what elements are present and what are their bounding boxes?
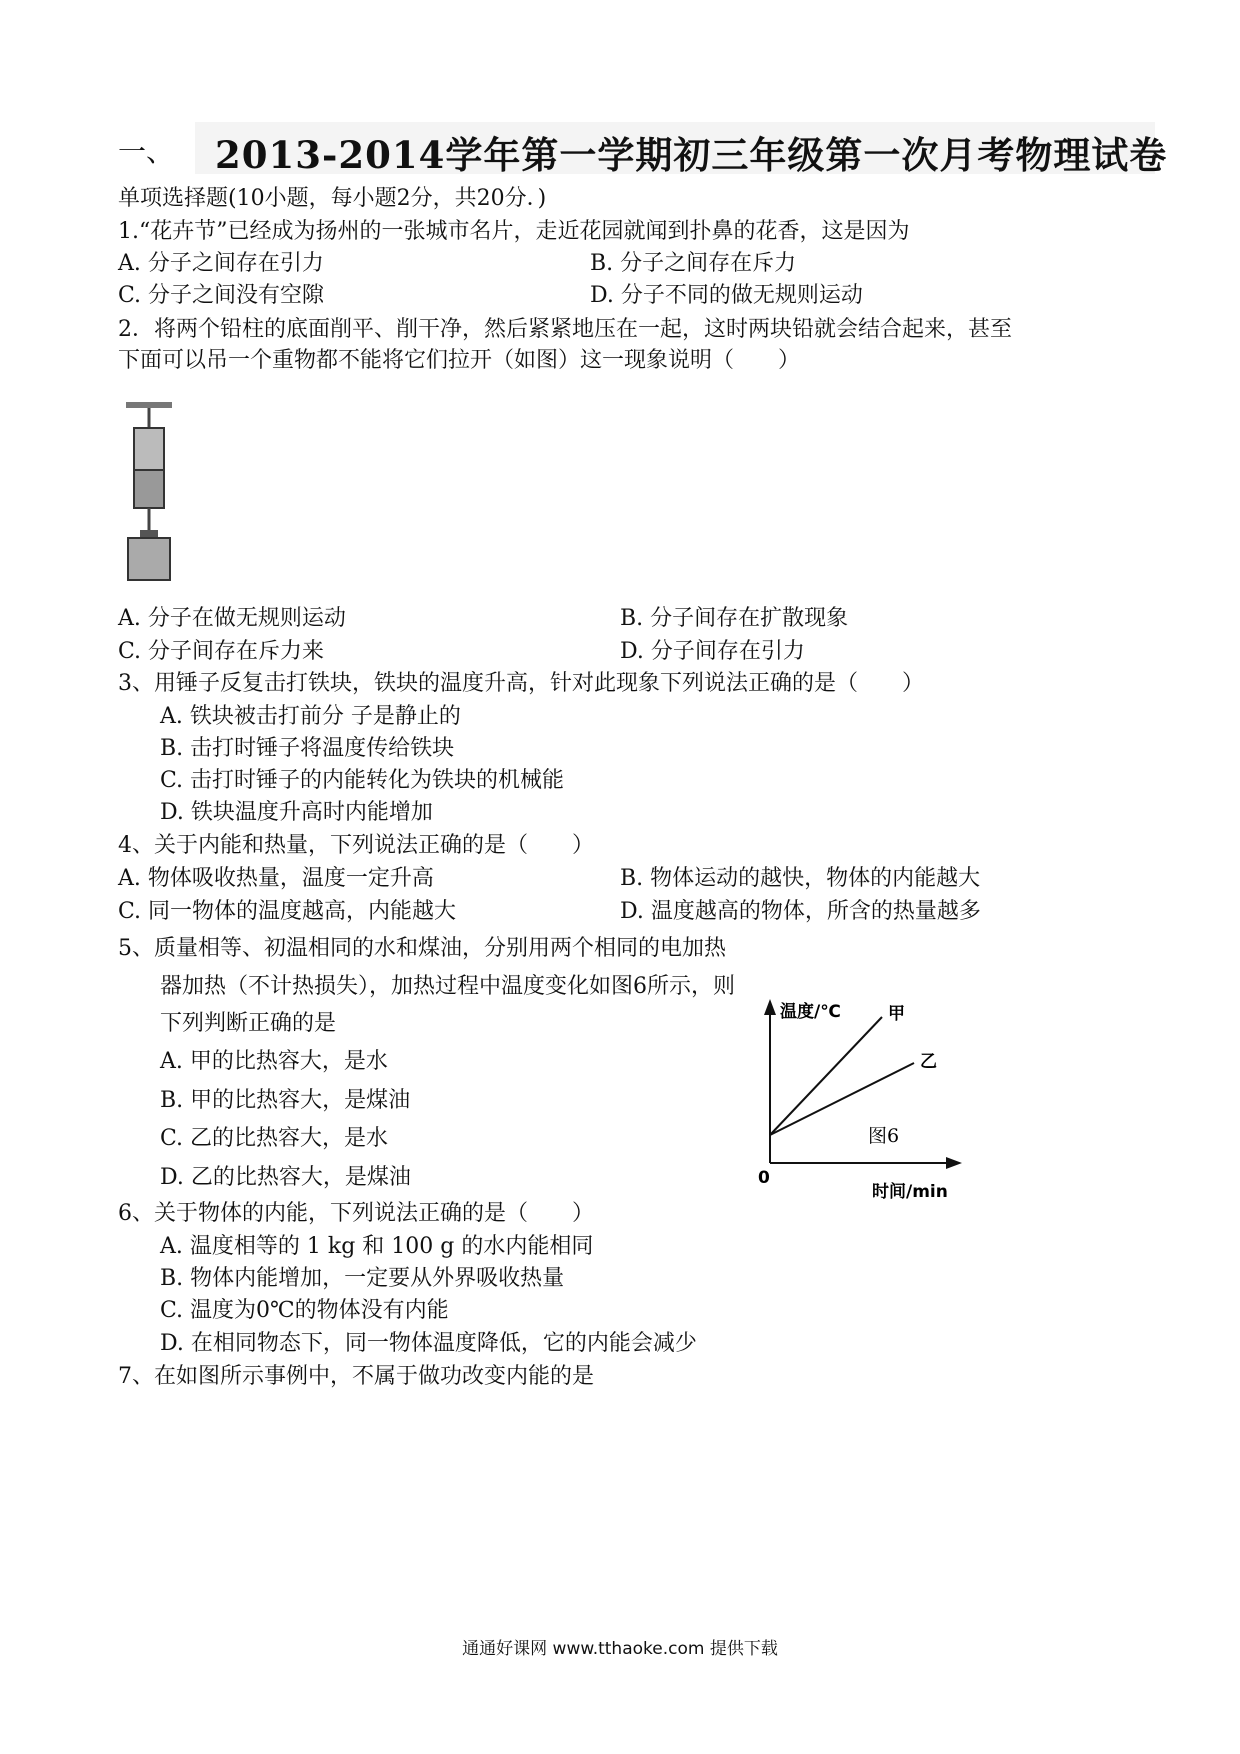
q3-option-b: B. 击打时锤子将温度传给铁块 (160, 736, 455, 761)
q5-stem-line2: 器加热（不计热损失），加热过程中温度变化如图6所示，则 (160, 974, 735, 999)
q1-stem: 1.“花卉节”已经成为扬州的一张城市名片，走近花园就闻到扑鼻的花香，这是因为 (118, 219, 910, 244)
q4-option-a: A. 物体吸收热量，温度一定升高 (118, 866, 434, 891)
series-label-yi: 乙 (920, 1052, 937, 1072)
q4-option-b: B. 物体运动的越快，物体的内能越大 (620, 866, 981, 891)
q3-option-c: C. 击打时锤子的内能转化为铁块的机械能 (160, 768, 565, 793)
q2-option-c: C. 分子间存在斥力来 (118, 639, 325, 664)
q3-option-a: A. 铁块被击打前分 子是静止的 (160, 704, 461, 729)
q2-option-d: D. 分子间存在引力 (620, 639, 805, 664)
q2-stem-line1: 2．将两个铅柱的底面削平、削干净，然后紧紧地压在一起，这时两块铅就会结合起来，甚至 (118, 317, 1013, 342)
q2-stem-line2: 下面可以吊一个重物都不能将它们拉开（如图）这一现象说明（ ） (118, 348, 801, 373)
q3-option-d: D. 铁块温度升高时内能增加 (160, 800, 433, 825)
section-number: 一、 (118, 135, 175, 168)
q2-option-b: B. 分子间存在扩散现象 (620, 606, 849, 631)
y-axis-label: 温度/℃ (780, 1002, 841, 1022)
page-footer: 通通好课网 www.tthaoke.com 提供下载 (462, 1639, 778, 1659)
origin-label: 0 (758, 1168, 770, 1188)
series-label-jia: 甲 (888, 1004, 905, 1024)
section-heading: 单项选择题(10小题，每小题2分，共20分．) (118, 186, 547, 211)
series-line-jia (770, 1017, 882, 1135)
q6-stem: 6、关于物体的内能，下列说法正确的是（ ） (118, 1201, 594, 1226)
q2-option-a: A. 分子在做无规则运动 (118, 606, 346, 631)
x-axis-arrow (946, 1157, 962, 1169)
lead-cylinder-figure (118, 400, 188, 585)
q3-stem: 3、用锤子反复击打铁块，铁块的温度升高，针对此现象下列说法正确的是（ ） (118, 671, 924, 696)
q1-option-c: C. 分子之间没有空隙 (118, 283, 325, 308)
page-title: 2013-2014学年第一学期初三年级第一次月考物理试卷 (215, 133, 1168, 177)
q6-option-c: C. 温度为0℃的物体没有内能 (160, 1298, 449, 1323)
q6-option-b: B. 物体内能增加，一定要从外界吸收热量 (160, 1266, 565, 1291)
y-axis-arrow (764, 999, 776, 1015)
q5-stem-line3: 下列判断正确的是 (160, 1011, 337, 1036)
q4-option-c: C. 同一物体的温度越高，内能越大 (118, 899, 457, 924)
q6-option-a: A. 温度相等的 1 kg 和 100 g 的水内能相同 (160, 1234, 594, 1259)
q4-stem: 4、关于内能和热量，下列说法正确的是（ ） (118, 833, 594, 858)
figure-caption: 图6 (868, 1125, 900, 1147)
figure-6-graph (750, 995, 980, 1210)
q5-option-c: C. 乙的比热容大，是水 (160, 1126, 389, 1151)
q7-stem: 7、在如图所示事例中，不属于做功改变内能的是 (118, 1364, 594, 1389)
q1-option-d: D. 分子不同的做无规则运动 (590, 283, 863, 308)
q1-option-a: A. 分子之间存在引力 (118, 251, 324, 276)
q5-option-a: A. 甲的比热容大，是水 (160, 1049, 388, 1074)
q5-option-b: B. 甲的比热容大，是煤油 (160, 1088, 411, 1113)
q6-option-d: D. 在相同物态下，同一物体温度降低，它的内能会减少 (160, 1331, 697, 1356)
q4-option-d: D. 温度越高的物体，所含的热量越多 (620, 899, 981, 924)
q5-stem-line1: 5、质量相等、初温相同的水和煤油，分别用两个相同的电加热 (118, 936, 726, 961)
x-axis-label: 时间/min (872, 1182, 948, 1202)
q5-option-d: D. 乙的比热容大，是煤油 (160, 1165, 411, 1190)
q1-option-b: B. 分子之间存在斥力 (590, 251, 797, 276)
